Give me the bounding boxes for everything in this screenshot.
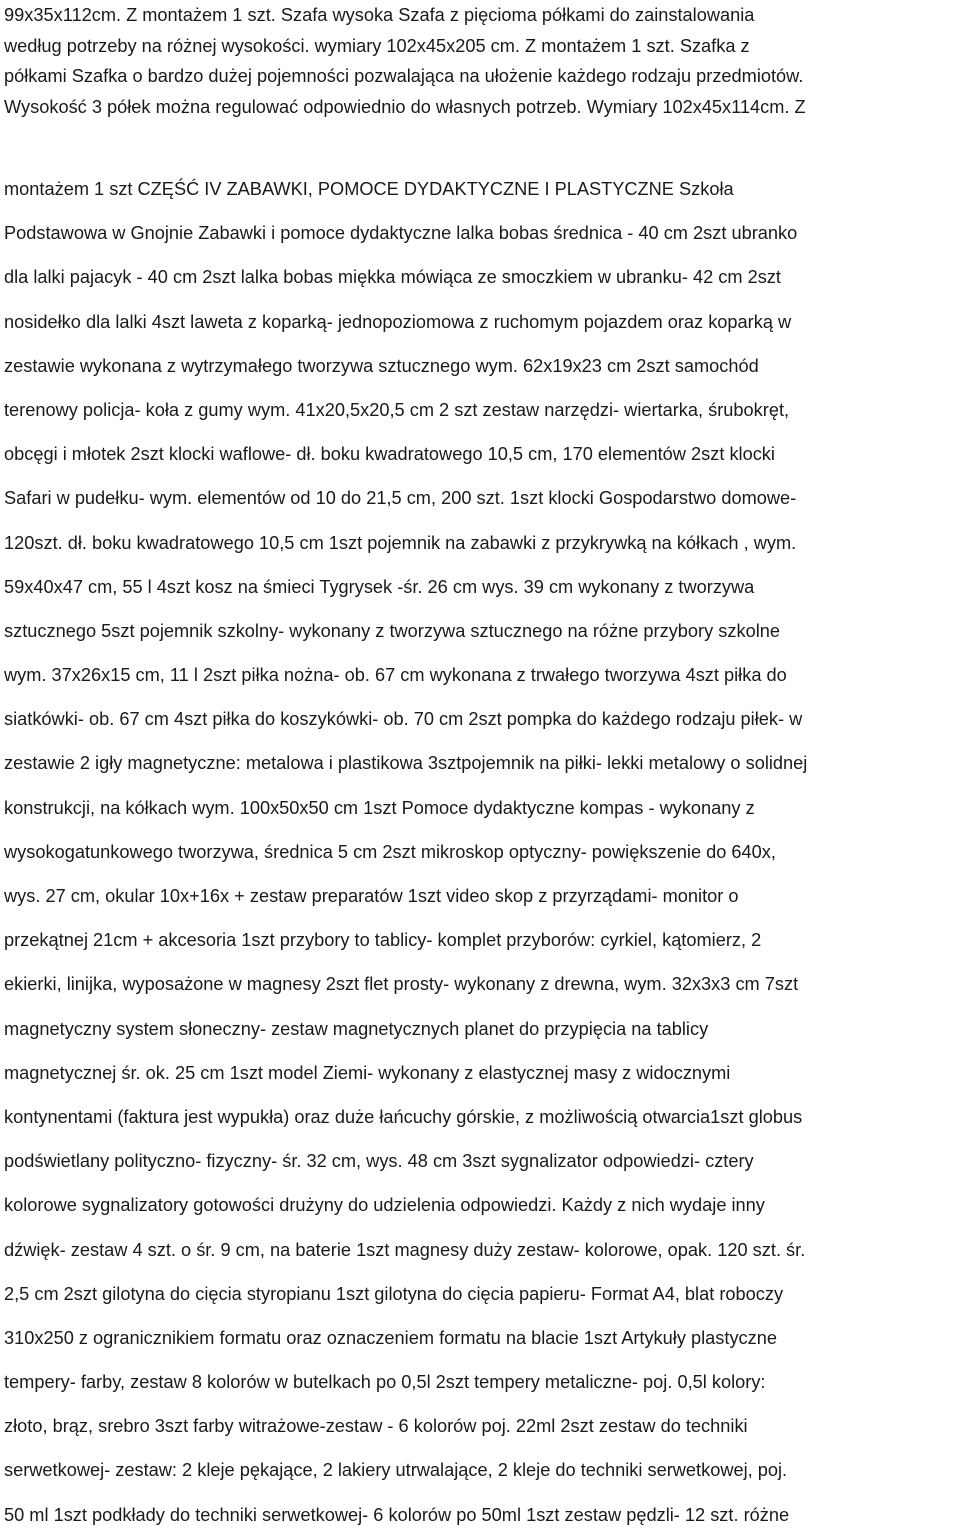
text-line: kontynentami (faktura jest wypukła) oraz duże łańcuchy górskie, z możliwością otwarcia1szt globus xyxy=(4,1106,803,1127)
text-line: podświetlany polityczno- fizyczny- śr. 32 cm, wys. 48 cm 3szt sygnalizator odpowiedzi- cztery xyxy=(4,1151,754,1172)
text-line: Safari w pudełku- wym. elementów od 10 do 21,5 cm, 200 szt. 1szt klocki Gospodarstwo domowe- xyxy=(4,488,797,509)
text-line: montażem 1 szt CZĘŚĆ IV ZABAWKI, POMOCE DYDAKTYCZNE I PLASTYCZNE Szkoła xyxy=(4,179,734,199)
text-line: ekierki, linijka, wyposażone w magnesy 2szt flet prosty- wykonany z drewna, wym. 32x3x3 cm 7szt xyxy=(4,974,799,995)
text-line: nosidełko dla lalki 4szt laweta z koparką- jednopoziomowa z ruchomym pojazdem oraz koparką w xyxy=(4,311,792,332)
text-line: 120szt. dł. boku kwadratowego 10,5 cm 1szt pojemnik na zabawki z przykrywką na kółkach , wym. xyxy=(4,532,797,553)
text-line: tempery- farby, zestaw 8 kolorów w butelkach po 0,5l 2szt tempery metaliczne- poj. 0,5l kolory: xyxy=(4,1372,766,1393)
text-line: wym. 37x26x15 cm, 11 l 2szt piłka nożna- ob. 67 cm wykonana z trwałego tworzywa 4szt piłka do xyxy=(4,665,787,686)
text-line: według potrzeby na różnej wysokości. wymiary 102x45x205 cm. Z montażem 1 szt. Szafka z xyxy=(4,35,750,56)
text-line: przekątnej 21cm + akcesoria 1szt przybory to tablicy- komplet przyborów: cyrkiel, kątomierz, 2 xyxy=(4,930,762,951)
text-line: złoto, brąz, srebro 3szt farby witrażowe-zestaw - 6 kolorów poj. 22ml 2szt zestaw do techniki xyxy=(4,1416,748,1437)
text-line: magnetycznej śr. ok. 25 cm 1szt model Ziemi- wykonany z elastycznej masy z widocznymi xyxy=(4,1062,731,1083)
text-line: konstrukcji, na kółkach wym. 100x50x50 cm 1szt Pomoce dydaktyczne kompas - wykonany z xyxy=(4,797,755,818)
text-line: 50 ml 1szt podkłady do techniki serwetkowej- 6 kolorów po 50ml 1szt zestaw pędzli- 12 szt. różne xyxy=(4,1504,790,1525)
text-line: sztucznego 5szt pojemnik szkolny- wykonany z tworzywa sztucznego na różne przybory szkolne xyxy=(4,620,780,641)
text-line: obcęgi i młotek 2szt klocki waflowe- dł. boku kwadratowego 10,5 cm, 170 elementów 2szt klocki xyxy=(4,444,775,465)
text-line: Podstawowa w Gnojnie Zabawki i pomoce dydaktyczne lalka bobas średnica - 40 cm 2szt ubranko xyxy=(4,223,798,244)
text-line: zestawie wykonana z wytrzymałego tworzywa sztucznego wym. 62x19x23 cm 2szt samochód xyxy=(4,355,759,376)
text-line: 2,5 cm 2szt gilotyna do cięcia styropianu 1szt gilotyna do cięcia papieru- Format A4, blat roboczy xyxy=(4,1283,784,1304)
text-line: terenowy policja- koła z gumy wym. 41x20,5x20,5 cm 2 szt zestaw narzędzi- wiertarka, śrubokręt, xyxy=(4,399,790,420)
text-line: 310x250 z ogranicznikiem formatu oraz oznaczeniem formatu na blacie 1szt Artykuły plastyczne xyxy=(4,1327,777,1348)
text-line: wys. 27 cm, okular 10x+16x + zestaw preparatów 1szt video skop z przyrządami- monitor o xyxy=(4,886,739,906)
text-line: zestawie 2 igły magnetyczne: metalowa i plastikowa 3sztpojemnik na piłki- lekki metalowy o solidnej xyxy=(4,753,808,774)
text-line: wysokogatunkowego tworzywa, średnica 5 cm 2szt mikroskop optyczny- powiększenie do 640x, xyxy=(4,841,776,862)
text-line: 99x35x112cm. Z montażem 1 szt. Szafa wysoka Szafa z pięcioma półkami do zainstalowania xyxy=(4,5,755,25)
text-line: Wysokość 3 półek można regulować odpowiednio do własnych potrzeb. Wymiary 102x45x114cm. Z xyxy=(4,96,806,117)
text-line: półkami Szafka o bardzo dużej pojemności pozwalająca na ułożenie każdego rodzaju przedmiotów. xyxy=(4,66,804,87)
text-block-main xyxy=(4,167,960,1537)
text-line: magnetyczny system słoneczny- zestaw magnetycznych planet do przypięcia na tablicy xyxy=(4,1018,709,1039)
text-block-top xyxy=(4,0,960,122)
text-line: kolorowe sygnalizatory gotowości drużyny do udzielenia odpowiedzi. Każdy z nich wydaje inny xyxy=(4,1195,765,1216)
text-line: dźwięk- zestaw 4 szt. o śr. 9 cm, na baterie 1szt magnesy duży zestaw- kolorowe, opak. 120 szt. śr. xyxy=(4,1239,806,1260)
text-line: serwetkowej- zestaw: 2 kleje pękające, 2 lakiery utrwalające, 2 kleje do techniki serwetkowej, poj. xyxy=(4,1460,788,1481)
text-line: dla lalki pajacyk - 40 cm 2szt lalka bobas miękka mówiąca ze smoczkiem w ubranku- 42 cm 2szt xyxy=(4,267,781,288)
text-line: siatkówki- ob. 67 cm 4szt piłka do koszykówki- ob. 70 cm 2szt pompka do każdego rodzaju piłek- w xyxy=(4,709,803,730)
text-line: 59x40x47 cm, 55 l 4szt kosz na śmieci Tygrysek -śr. 26 cm wys. 39 cm wykonany z tworzywa xyxy=(4,576,755,597)
